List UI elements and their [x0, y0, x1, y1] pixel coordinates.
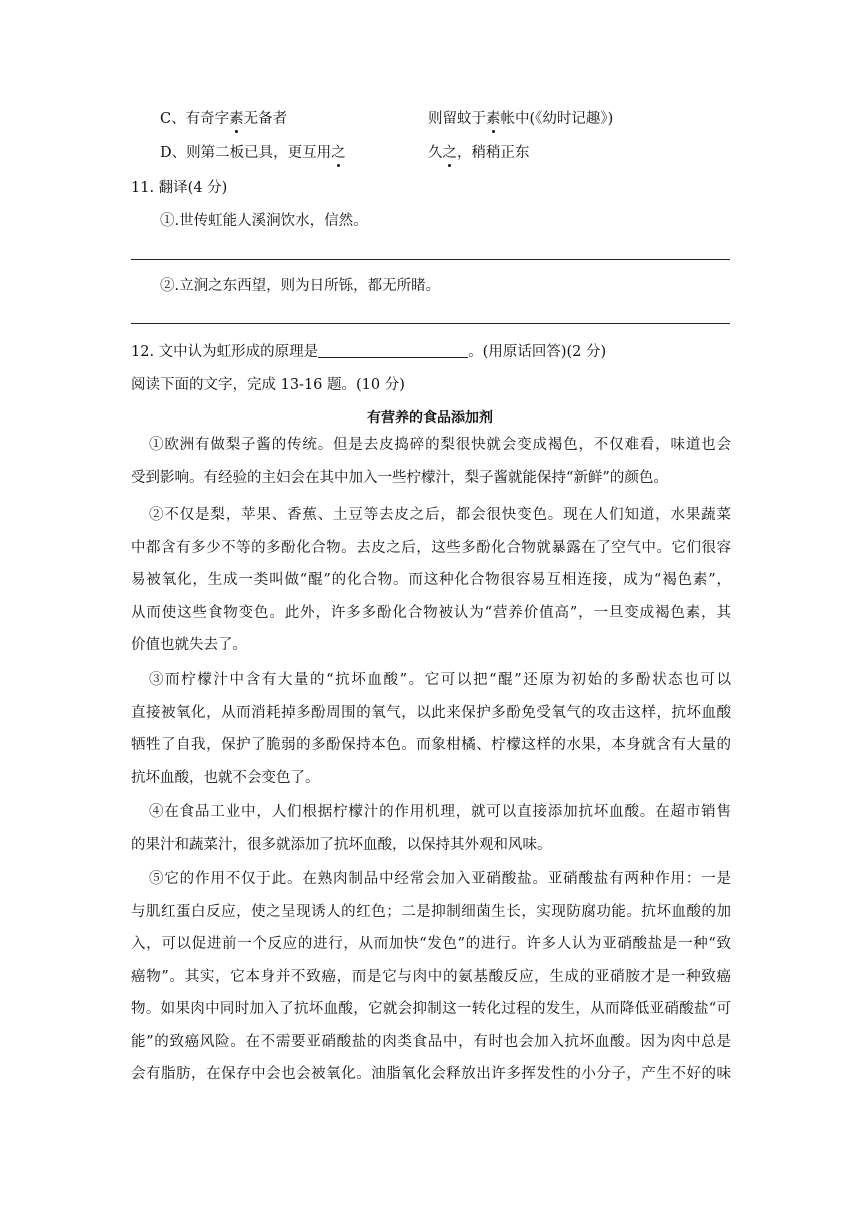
- article-paragraph-3: [131, 664, 731, 794]
- paragraph-line: 易被氧化，生成一类叫做“醌”的化合物。而这种化合物很容易互相连接，成为“褐色素”，: [131, 572, 731, 588]
- option-d-left-pre: D、则第二板已具，更互用: [160, 145, 332, 161]
- question-11-item-1: ①.世传虹能人溪涧饮水，信然。: [160, 213, 368, 229]
- paragraph-line: 会有脂肪，在保存中会也会被氧化。油脂氧化会释放出许多挥发性的小分子，产生不好的味: [131, 1066, 731, 1082]
- option-d-right-pre: 久: [428, 145, 443, 161]
- paragraph-line: 的果汁和蔬菜汁，很多就添加了抗坏血酸，以保持其外观和风味。: [131, 836, 552, 853]
- paragraph-line: 价值也就失去了。: [131, 637, 247, 653]
- article-paragraph-4: [131, 796, 731, 861]
- option-d-right-post: ，稍稍正东: [457, 145, 530, 161]
- answer-line[interactable]: [131, 323, 730, 324]
- option-d-right: [428, 141, 530, 162]
- emphasis-dot-char: 素: [486, 107, 501, 128]
- article-paragraph-5: [131, 863, 731, 1091]
- paragraph-line: 直接被氧化，从而消耗掉多酚周围的氧气，以此来保护多酚免受氧气的攻击这样，抗坏血酸: [131, 704, 731, 721]
- question-11-item-2: ②.立涧之东西望，则为日所铄，都无所睹。: [160, 278, 441, 294]
- option-c-right-pre: 则留蚊于: [428, 111, 486, 127]
- question-12-prefix: 12. 文中认为虹形成的原理是: [131, 344, 319, 360]
- paragraph-line: 癌物”。其实，它本身并不致癌，而是它与肉中的氨基酸反应，生成的亚硝胺才是一种致癌: [131, 968, 731, 985]
- paragraph-line: 中都含有多少不等的多酚化合物。去皮之后，这些多酚化合物就暴露在了空气中。它们很容: [131, 539, 731, 556]
- paragraph-line: 与肌红蛋白反应，使之呈现诱人的红色；二是抑制细菌生长，实现防腐功能。抗坏血酸的加: [131, 903, 731, 920]
- question-12-suffix: 。(用原话回答)(2 分): [468, 344, 607, 360]
- option-d-left: [160, 141, 346, 162]
- answer-line[interactable]: [131, 259, 730, 260]
- question-11-label: 11. 翻译(4 分): [131, 180, 228, 196]
- question-12: [131, 340, 606, 361]
- paragraph-line: 抗坏血酸，也就不会变色了。: [131, 769, 320, 786]
- article-paragraph-1: [131, 429, 731, 494]
- option-c-left-pre: C、有奇字: [160, 111, 230, 127]
- emphasis-dot-char: 之: [331, 141, 346, 162]
- fill-in-blank[interactable]: [318, 343, 468, 358]
- option-c-left-post: 无备者: [243, 111, 288, 127]
- paragraph-line: ⑤它的作用不仅于此。在熟肉制品中经常会加入亚硝酸盐。亚硝酸盐有两种作用：一是: [149, 871, 731, 887]
- paragraph-line: 能”的致癌风险。在不需要亚硝酸盐的肉类食品中，有时也会加入抗坏血酸。因为肉中总是: [131, 1033, 731, 1050]
- option-c-right-post: 帐中(《幼时记趣》): [500, 111, 614, 127]
- paragraph-line: ①欧洲有做梨子酱的传统。但是去皮捣碎的梨很快就会变成褐色，不仅难看，味道也会: [149, 437, 731, 453]
- paragraph-line: 受到影响。有经验的主妇会在其中加入一些柠檬汁，梨子酱就能保持“新鲜”的颜色。: [131, 469, 668, 486]
- paragraph-line: ③而柠檬汁中含有大量的“抗坏血酸”。它可以把“醌”还原为初始的多酚状态也可以: [149, 672, 731, 688]
- option-c-left: [160, 107, 287, 128]
- article-title: 有营养的食品添加剂: [367, 410, 493, 426]
- option-c-right: [428, 107, 613, 128]
- article-paragraph-2: [131, 499, 731, 662]
- emphasis-dot-char: 素: [229, 107, 244, 128]
- paragraph-line: 牺牲了自我，保护了脆弱的多酚保持本色。而象柑橘、柠檬这样的水果，本身就含有大量的: [131, 737, 731, 753]
- paragraph-line: 物。如果肉中同时加入了抗坏血酸，它就会抑制这一转化过程的发生，从而降低亚硝酸盐“可: [131, 1001, 731, 1017]
- emphasis-dot-char: 之: [443, 141, 458, 162]
- paragraph-line: 入，可以促进前一个反应的进行，从而加快“发色”的进行。许多人认为亚硝酸盐是一种“致: [131, 936, 731, 952]
- paragraph-line: ④在食品工业中，人们根据柠檬汁的作用机理，就可以直接添加抗坏血酸。在超市销售: [149, 804, 731, 820]
- paragraph-line: ②不仅是梨，苹果、香蕉、土豆等去皮之后，都会很快变色。现在人们知道，水果蔬菜: [149, 507, 731, 523]
- reading-instruction: 阅读下面的文字，完成 13-16 题。(10 分): [131, 377, 405, 393]
- paragraph-line: 从而使这些食物变色。此外，许多多酚化合物被认为“营养价值高”，一旦变成褐色素，其: [131, 604, 731, 621]
